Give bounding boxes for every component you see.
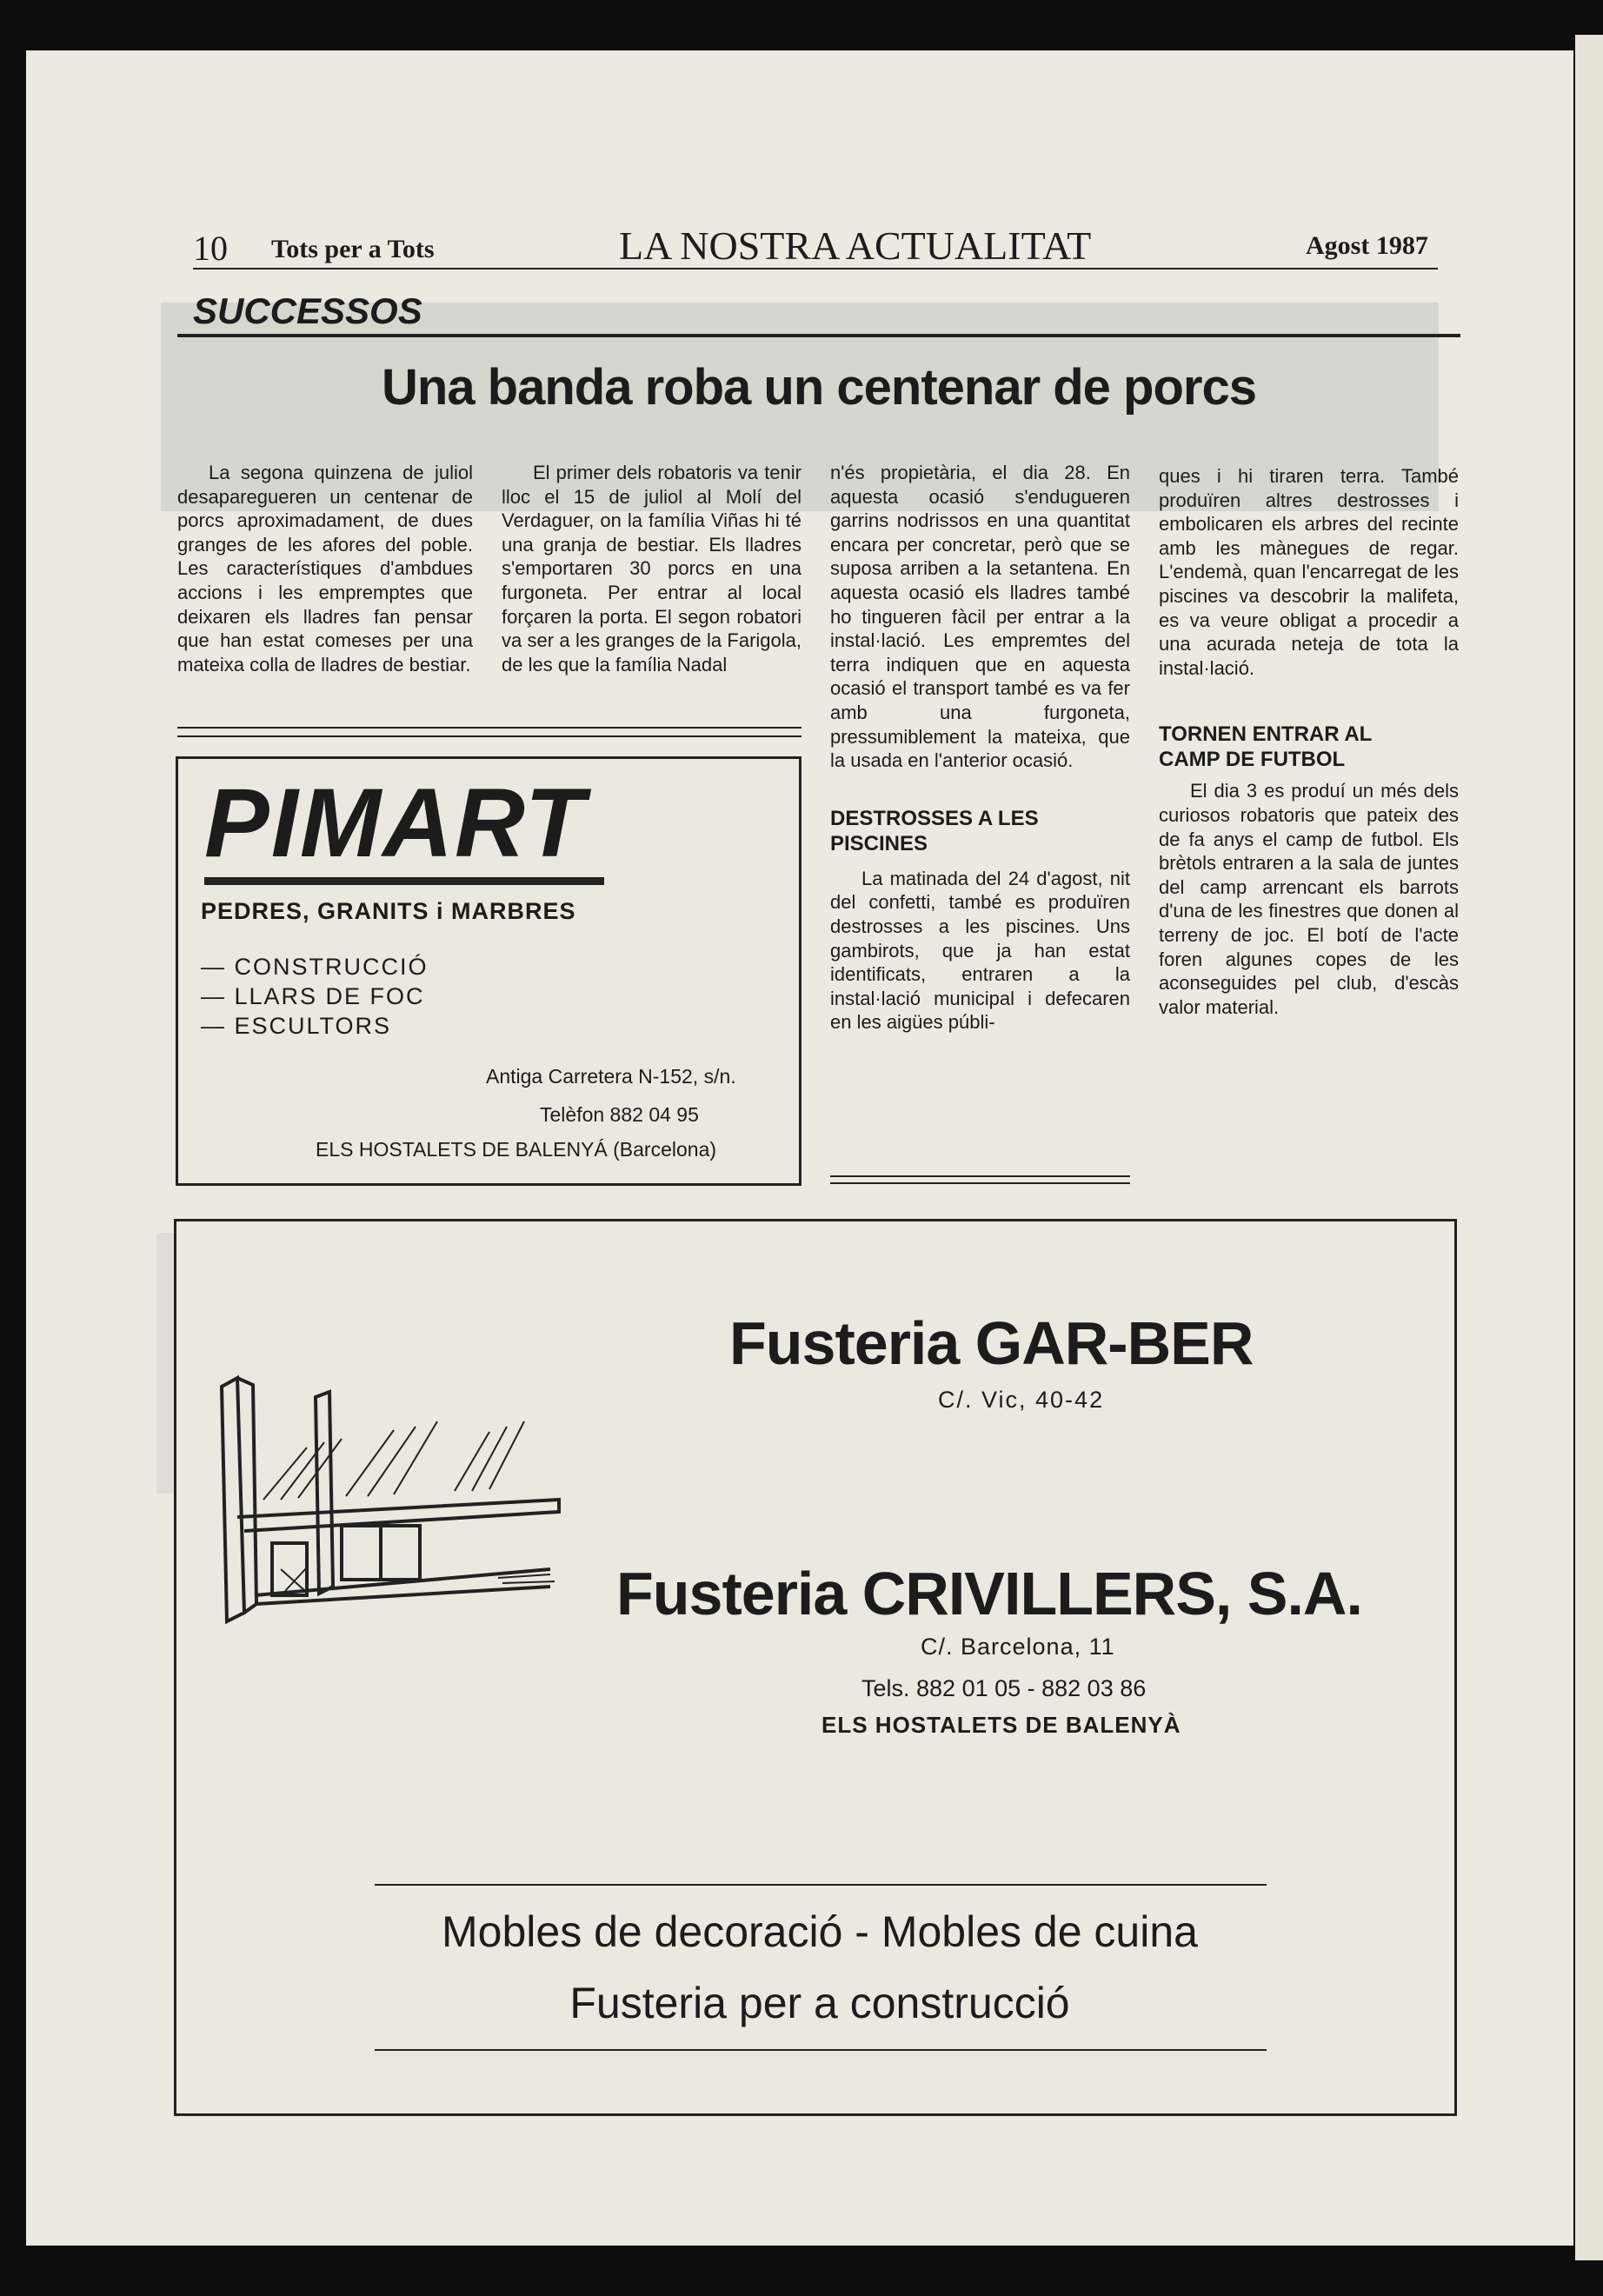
subheading-futbol: TORNEN ENTRAR AL CAMP DE FUTBOL [1159, 722, 1372, 772]
article-paragraph: El primer dels robatoris va tenir lloc el 15 de juliol al Molí del Verdaguer, on la família Viñas hi té una granja de bestiar. Els lladres s'emportaren 30 porcs en una furgoneta. Per entrar al local forçaren la porta. El segon robatori va ser a les granges de la Farigola, de les que la família Nadal [502, 462, 802, 675]
fusteria-slogan-1: Mobles de decoració - Mobles de cuina [442, 1907, 1198, 1956]
fusteria-ad [174, 1219, 1457, 2116]
carpentry-illustration [203, 1369, 568, 1630]
article-paragraph: n'és propietària, el dia 28. En aquesta ocasió s'endugueren garrins nodrissos en una quantitat encara per concretar, però que se suposa arriben a la setantena. En aquesta ocasió els lladres també ho tingueren fàcil per entrar a la instal·lació. Les empremtes del terra indiquen que en aquesta ocasió el transport també es va fer amb una furgoneta, pressumiblement la mateixa, que la usada en l'anterior ocasió. [830, 462, 1130, 772]
column-end-rule [177, 735, 802, 737]
section-rule [177, 334, 1460, 337]
pimart-service: — ESCULTORS [201, 1013, 392, 1039]
slogan-rule-top [375, 1884, 1267, 1886]
logo-underline [204, 877, 604, 885]
fusteria-garber-name: Fusteria GAR-BER [729, 1309, 1254, 1377]
article-paragraph: El dia 3 es produí un més dels curiosos robatoris que pateix des de fa anys el camp de futbol. Els brètols entraren a la sala de juntes del camp arrencant els barrots d'una de les finestres que donen al terreny de joc. El botí de l'acte foren algunes copes de les aconseguides pel club, d'escàs valor material. [1159, 780, 1459, 1018]
article-column-3 [830, 461, 1130, 1035]
slogan-rule-bottom [375, 2049, 1267, 2051]
fusteria-town: ELS HOSTALETS DE BALENYÀ [821, 1712, 1181, 1738]
publication-name: Tots per a Tots [271, 235, 435, 263]
pimart-ad [176, 756, 802, 1186]
headline: Una banda roba un centenar de porcs [382, 359, 1256, 416]
column-end-rule [830, 1182, 1130, 1184]
fusteria-phones: Tels. 882 01 05 - 882 03 86 [861, 1675, 1147, 1701]
article-column-4 [1159, 464, 1459, 1019]
column-end-rule [177, 727, 802, 729]
fusteria-garber-address: C/. Vic, 40-42 [938, 1387, 1105, 1413]
fusteria-crivillers-address: C/. Barcelona, 11 [921, 1634, 1115, 1660]
article-paragraph: La matinada del 24 d'agost, nit del confetti, també es produïren destrosses a les piscines. Uns gambirots, que ja han estat identificats, entraren a la instal·lació municipal i defecaren en les aigües públi- [830, 867, 1130, 1034]
pimart-address: Antiga Carretera N-152, s/n. [486, 1065, 736, 1088]
header-rule [193, 268, 1438, 270]
pimart-service: — LLARS DE FOC [201, 983, 425, 1009]
section-label: SUCCESSOS [193, 290, 422, 331]
fusteria-crivillers-name: Fusteria CRIVILLERS, S.A. [616, 1560, 1362, 1627]
article-column-1 [177, 461, 473, 676]
article-paragraph: ques i hi tiraren terra. També produïren altres destrosses i embolicaren els arbres del recinte amb les mànegues de regar. L'endemà, quan l'encarregat de les piscines va descobrir la malifeta, es va veure obligat a procedir a una acurada neteja de tota la instal·lació. [1159, 465, 1459, 679]
pimart-town: ELS HOSTALETS DE BALENYÁ (Barcelona) [316, 1138, 717, 1161]
pimart-service: — CONSTRUCCIÓ [201, 954, 429, 980]
subheading-piscines: DESTROSSES A LES PISCINES [830, 806, 1039, 855]
article-column-2 [502, 461, 802, 676]
pimart-logo: PIMART [204, 769, 587, 877]
section-title: LA NOSTRA ACTUALITAT [619, 223, 1092, 268]
page-number: 10 [193, 229, 228, 268]
pimart-tagline: PEDRES, GRANITS i MARBRES [201, 898, 576, 924]
next-page-edge [1575, 35, 1603, 2260]
issue-date: Agost 1987 [1306, 231, 1428, 260]
pimart-phone: Telèfon 882 04 95 [540, 1103, 699, 1126]
article-paragraph: La segona quinzena de juliol desaparegueren un centenar de porcs aproximadament, de dues granges de les afores del poble. Les característiques d'ambdues accions i les empremptes que deixaren els lladres fan pensar que han estat comeses per una mateixa colla de lladres de bestiar. [177, 462, 473, 675]
column-end-rule [830, 1175, 1130, 1177]
fusteria-slogan-2: Fusteria per a construcció [569, 1979, 1070, 2027]
